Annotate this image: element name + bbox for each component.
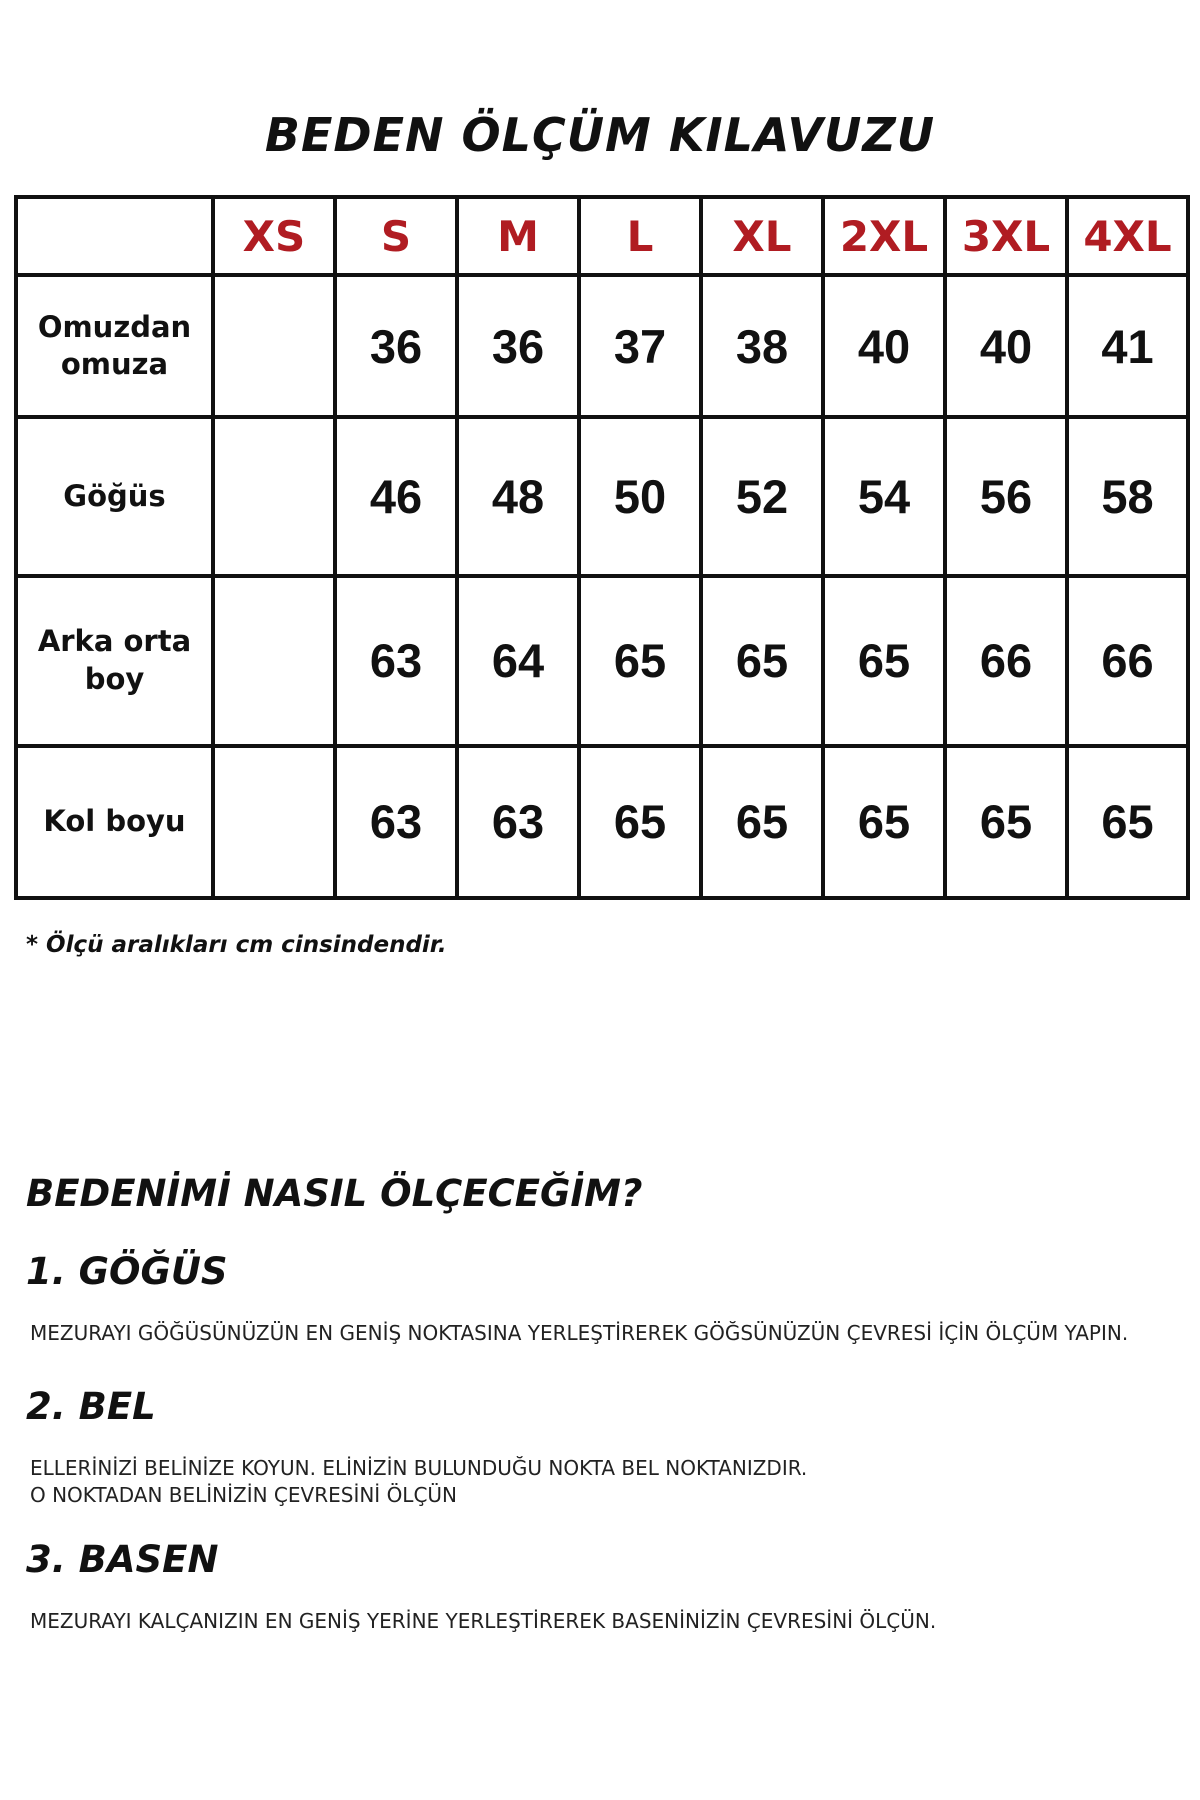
value-cell: 63 xyxy=(335,576,457,746)
size-header: S xyxy=(335,197,457,275)
value-cell: 65 xyxy=(701,576,823,746)
section-title-waist: 2. BEL xyxy=(26,1385,156,1428)
page-title: BEDEN ÖLÇÜM KILAVUZU xyxy=(264,108,936,162)
value-cell xyxy=(213,746,335,898)
value-cell: 54 xyxy=(823,417,945,575)
table-row xyxy=(16,417,1188,575)
value-cell: 46 xyxy=(335,417,457,575)
value-cell: 63 xyxy=(335,746,457,898)
value-cell: 65 xyxy=(1067,746,1188,898)
size-header: XL xyxy=(701,197,823,275)
value-cell: 52 xyxy=(701,417,823,575)
corner-cell xyxy=(16,197,213,275)
size-header: L xyxy=(579,197,701,275)
table-row xyxy=(16,275,1188,417)
table-row xyxy=(16,746,1188,898)
value-cell: 36 xyxy=(335,275,457,417)
section-title-hip: 3. BASEN xyxy=(26,1538,219,1581)
value-cell: 50 xyxy=(579,417,701,575)
value-cell: 41 xyxy=(1067,275,1188,417)
value-cell: 36 xyxy=(457,275,579,417)
section-title-chest: 1. GÖĞÜS xyxy=(26,1250,228,1293)
value-cell: 65 xyxy=(579,746,701,898)
table-row xyxy=(16,576,1188,746)
value-cell: 56 xyxy=(945,417,1067,575)
size-header: 4XL xyxy=(1067,197,1188,275)
value-cell: 65 xyxy=(823,576,945,746)
value-cell: 65 xyxy=(823,746,945,898)
value-cell: 66 xyxy=(945,576,1067,746)
row-label-line: omuza xyxy=(60,347,169,382)
value-cell: 65 xyxy=(945,746,1067,898)
row-label-line: Göğüs xyxy=(63,478,166,513)
value-cell xyxy=(213,576,335,746)
size-header: M xyxy=(457,197,579,275)
value-cell: 38 xyxy=(701,275,823,417)
value-cell: 65 xyxy=(701,746,823,898)
size-header-row xyxy=(16,197,1188,275)
section-text-waist: O NOKTADAN BELİNİZİN ÇEVRESİNİ ÖLÇÜN xyxy=(30,1483,458,1507)
guide-heading: BEDENİMİ NASIL ÖLÇECEĞİM? xyxy=(26,1172,643,1215)
size-header: 3XL xyxy=(945,197,1067,275)
value-cell: 37 xyxy=(579,275,701,417)
value-cell: 58 xyxy=(1067,417,1188,575)
value-cell: 48 xyxy=(457,417,579,575)
value-cell: 40 xyxy=(945,275,1067,417)
value-cell xyxy=(213,417,335,575)
row-label xyxy=(16,576,213,746)
size-header: XS xyxy=(213,197,335,275)
row-label-line: boy xyxy=(84,661,145,696)
value-cell: 64 xyxy=(457,576,579,746)
value-cell: 40 xyxy=(823,275,945,417)
row-label xyxy=(16,746,213,898)
row-label-line: Kol boyu xyxy=(43,804,186,839)
section-text-waist: ELLERİNİZİ BELİNİZE KOYUN. ELİNİZİN BULUNDUĞU NOKTA BEL NOKTANIZDIR. xyxy=(30,1456,808,1480)
section-text-hip: MEZURAYI KALÇANIZIN EN GENİŞ YERİNE YERLEŞTİREREK BASENİNİZİN ÇEVRESİNİ ÖLÇÜN. xyxy=(30,1609,937,1633)
value-cell: 65 xyxy=(579,576,701,746)
row-label-line: Arka orta xyxy=(37,623,192,658)
row-label-line: Omuzdan xyxy=(37,309,192,344)
section-text-chest: MEZURAYI GÖĞÜSÜNÜZÜN EN GENİŞ NOKTASINA YERLEŞTİREREK GÖĞSÜNÜZÜN ÇEVRESİ İÇİN ÖLÇÜM YAPIN. xyxy=(30,1321,1129,1345)
value-cell: 63 xyxy=(457,746,579,898)
unit-note: * Ölçü aralıkları cm cinsindendir. xyxy=(26,932,447,958)
size-header: 2XL xyxy=(823,197,945,275)
size-chart-table xyxy=(14,195,1190,900)
value-cell: 66 xyxy=(1067,576,1188,746)
row-label xyxy=(16,275,213,417)
value-cell xyxy=(213,275,335,417)
row-label xyxy=(16,417,213,575)
